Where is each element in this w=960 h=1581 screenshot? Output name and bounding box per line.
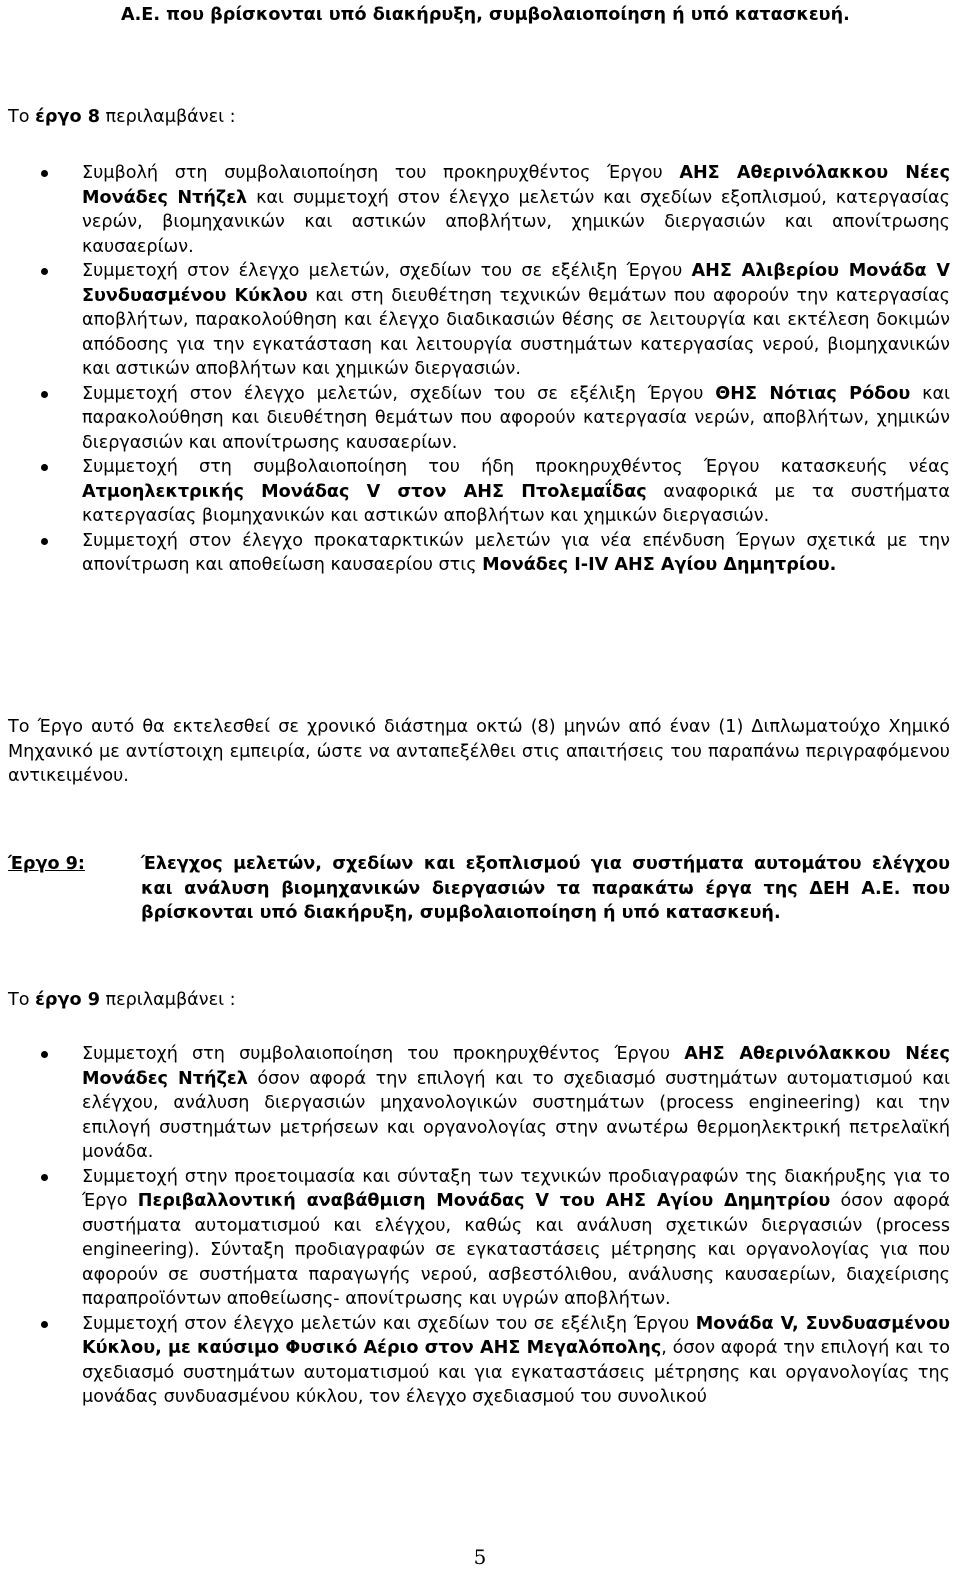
page-number: 5 bbox=[473, 1545, 487, 1569]
list-item: Συμμετοχή στον έλεγχο μελετών, σχεδίων του σε εξέλιξη Έργου ΘΗΣ Νότιας Ρόδου και παρακολούθηση και διευθέτηση θεμάτων που αφορούν κατεργασία νερών, αποβλήτων, χημικών διεργασιών και απονίτρωσης καυσαερίων. bbox=[0, 382, 960, 456]
work8-intro-bold: έργο 8 bbox=[35, 107, 100, 127]
list-item: Συμβολή στη συμβολαιοποίηση του προκηρυχθέντος Έργου ΑΗΣ Αθερινόλακκου Νέες Μονάδες Ντήζελ και συμμετοχή στον έλεγχο μελετών και σχεδίων εξοπλισμού, κατεργασίας νερών, βιομηχανικών και αστικών αποβλήτων, χημικών διεργασιών και απονίτρωσης καυσαερίων. bbox=[0, 161, 960, 259]
work9-label: Έργο 9: bbox=[8, 854, 85, 874]
list-item: Συμμετοχή στον έλεγχο μελετών, σχεδίων του σε εξέλιξη Έργου ΑΗΣ Αλιβερίου Μονάδα V Συνδυασμένου Κύκλου και στη διευθέτηση τεχνικών θεμάτων που αφορούν την κατεργασίας αποβλήτων, παρακολούθηση και έλεγχο διαδικασιών θέσης σε λειτουργία και εκτέλεση δοκιμών απόδοσης για την εγκατάσταση και λειτουργία συστημάτων κατεργασίας νερού, βιομηχανικών και αστικών αποβλήτων και χημικών διεργασιών. bbox=[0, 259, 960, 382]
list-item: Συμμετοχή στον έλεγχο προκαταρκτικών μελετών για νέα επένδυση Έργων σχετικά με την απονίτρωση και αποθείωση καυσαερίου στις Μονάδες I-IV ΑΗΣ Αγίου Δημητρίου. bbox=[0, 529, 960, 578]
bullet-icon bbox=[41, 538, 48, 545]
bullet-icon bbox=[41, 268, 48, 275]
bullet-icon bbox=[41, 1174, 48, 1181]
work9-intro-bold: έργο 9 bbox=[35, 990, 100, 1010]
list-item: Συμμετοχή στην προετοιμασία και σύνταξη των τεχνικών προδιαγραφών της διακήρυξης για το Έργο Περιβαλλοντική αναβάθμιση Μονάδας V του ΑΗΣ Αγίου Δημητρίου όσον αφορά συστήματα αυτοματισμού και ελέγχου, καθώς και ανάλυση σχετικών διεργασιών (process engineering). Σύνταξη προδιαγραφών σε εγκαταστάσεις μέτρησης και οργανολογίας για που αφορούν σε συστήματα παραγωγής νερού, ασβεστόλιθου, ανάλυσης καυσαερίων, διαχείρισης παραπροϊόντων αποθείωσης- απονίτρωσης και υγρών αποβλήτων. bbox=[0, 1165, 960, 1312]
bullet-icon bbox=[41, 391, 48, 398]
continued-heading: Α.Ε. που βρίσκονται υπό διακήρυξη, συμβολαιοποίηση ή υπό κατασκευή. bbox=[121, 5, 850, 25]
work9-intro: Το έργο 9 περιλαμβάνει : bbox=[8, 990, 236, 1010]
list-item: Συμμετοχή στη συμβολαιοποίηση του προκηρυχθέντος Έργου ΑΗΣ Αθερινόλακκου Νέες Μονάδες Ντήζελ όσον αφορά την επιλογή και το σχεδιασμό συστημάτων αυτοματισμού και ελέγχου, ανάλυση διεργασιών μηχανολογικών συστημάτων (process engineering) και την επιλογή συστημάτων μετρήσεων και οργανολογίας στην ανωτέρω θερμοηλεκτρική πετρελαϊκή μονάδα. bbox=[0, 1042, 960, 1165]
work8-intro: Το έργο 8 περιλαμβάνει : bbox=[8, 107, 236, 127]
work8-list bbox=[0, 161, 960, 578]
bullet-icon bbox=[41, 464, 48, 471]
work8-closing: Το Έργο αυτό θα εκτελεσθεί σε χρονικό διάστημα οκτώ (8) μηνών από έναν (1) Διπλωματούχο Χημικό Μηχανικό με αντίστοιχη εμπειρία, ώστε να ανταπεξέλθει στις απαιτήσεις του παραπάνω περιγραφόμενου αντικειμένου. bbox=[8, 717, 950, 786]
list-item: Συμμετοχή στη συμβολαιοποίηση του ήδη προκηρυχθέντος Έργου κατασκευής νέας Ατμοηλεκτρικής Μονάδας V στον ΑΗΣ Πτολεμαΐδας αναφορικά με τα συστήματα κατεργασίας βιομηχανικών και αστικών αποβλήτων και χημικών διεργασιών. bbox=[0, 455, 960, 529]
bullet-icon bbox=[41, 1051, 48, 1058]
bullet-icon bbox=[41, 170, 48, 177]
work9-title: Έλεγχος μελετών, σχεδίων και εξοπλισμού για συστήματα αυτομάτου ελέγχου και ανάλυση βιομηχανικών διεργασιών τα παρακάτω έργα της ΔΕΗ Α.Ε. που βρίσκονται υπό διακήρυξη, συμβολαιοποίηση ή υπό κατασκευή. bbox=[141, 854, 950, 923]
bullet-icon bbox=[41, 1321, 48, 1328]
list-item: Συμμετοχή στον έλεγχο μελετών και σχεδίων του σε εξέλιξη Έργου Μονάδα V, Συνδυασμένου Κύκλου, με καύσιμο Φυσικό Αέριο στον ΑΗΣ Μεγαλόπολης, όσον αφορά την επιλογή και το σχεδιασμό συστημάτων αυτοματισμού και για εγκαταστάσεις μέτρησης και οργανολογίας της μονάδας συνδυασμένου κύκλου, τον έλεγχο σχεδιασμού του συνολικού bbox=[0, 1312, 960, 1410]
work9-list bbox=[0, 1042, 960, 1410]
